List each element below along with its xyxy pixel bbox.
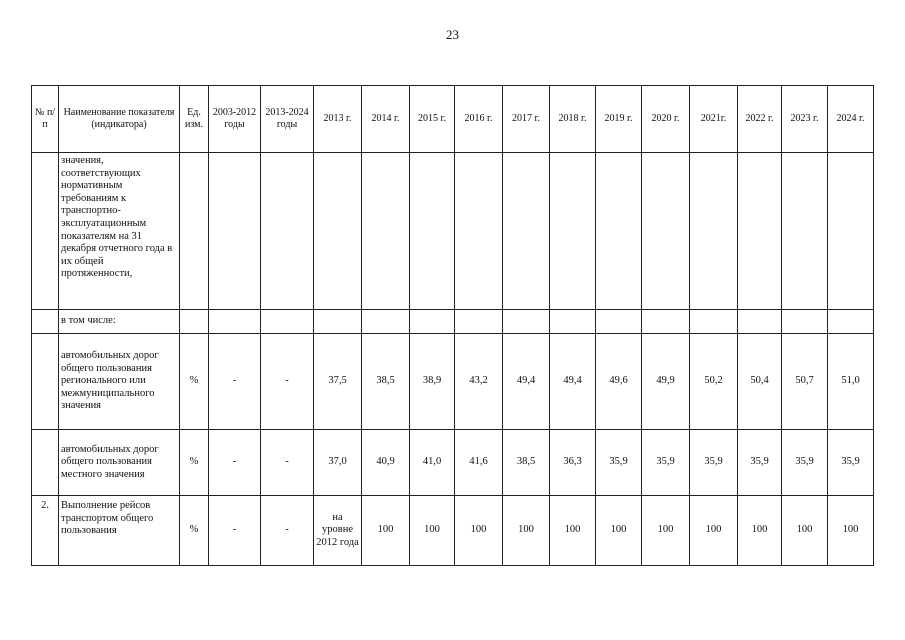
indicator-name: значения, соответствующих нормативным требованиям к транспортно-эксплуатационным показателям на 31 декабря отчетного года в их общей протяженности, <box>59 153 180 310</box>
value-cell <box>550 310 596 334</box>
row-num: 2. <box>32 496 59 566</box>
table-row <box>32 153 874 310</box>
value-cell: 100 <box>550 496 596 566</box>
period-cell: - <box>209 430 261 496</box>
value-cell: 49,6 <box>596 334 642 430</box>
value-cell <box>362 153 410 310</box>
row-num <box>32 153 59 310</box>
unit-cell <box>180 153 209 310</box>
value-cell <box>550 153 596 310</box>
value-cell: 51,0 <box>828 334 874 430</box>
value-cell: 35,9 <box>738 430 782 496</box>
row-num <box>32 310 59 334</box>
header-year: 2020 г. <box>642 86 690 153</box>
value-cell: 50,2 <box>690 334 738 430</box>
value-cell: 35,9 <box>828 430 874 496</box>
value-cell: 50,4 <box>738 334 782 430</box>
header-year: 2018 г. <box>550 86 596 153</box>
value-cell <box>314 310 362 334</box>
value-cell: 100 <box>738 496 782 566</box>
period-cell: - <box>209 496 261 566</box>
indicator-name: автомобильных дорог общего пользования местного значения <box>59 430 180 496</box>
page-number: 23 <box>446 27 459 42</box>
value-cell <box>503 310 550 334</box>
value-cell <box>503 153 550 310</box>
value-cell: 38,9 <box>410 334 455 430</box>
value-cell: 100 <box>642 496 690 566</box>
period-cell: - <box>261 430 314 496</box>
value-cell <box>410 310 455 334</box>
period-cell: - <box>209 334 261 430</box>
value-cell <box>828 310 874 334</box>
header-row <box>32 86 874 153</box>
value-cell <box>738 153 782 310</box>
value-cell <box>596 310 642 334</box>
header-year: 2023 г. <box>782 86 828 153</box>
header-period-2003-2012: 2003-2012 годы <box>209 86 261 153</box>
header-year: 2024 г. <box>828 86 874 153</box>
header-year: 2014 г. <box>362 86 410 153</box>
header-year: 2016 г. <box>455 86 503 153</box>
indicator-name: Выполнение рейсов транспортом общего пользования <box>59 496 180 566</box>
header-num: № п/п <box>32 86 59 153</box>
table-row <box>32 334 874 430</box>
value-cell: 38,5 <box>503 430 550 496</box>
period-cell: - <box>261 496 314 566</box>
header-year: 2015 г. <box>410 86 455 153</box>
value-cell: 41,6 <box>455 430 503 496</box>
period-cell <box>209 153 261 310</box>
header-year: 2017 г. <box>503 86 550 153</box>
header-unit: Ед. изм. <box>180 86 209 153</box>
header-period-2013-2024: 2013-2024 годы <box>261 86 314 153</box>
period-cell <box>261 153 314 310</box>
header-year: 2019 г. <box>596 86 642 153</box>
value-cell: 100 <box>410 496 455 566</box>
value-cell <box>642 310 690 334</box>
value-cell <box>782 153 828 310</box>
value-cell: 37,0 <box>314 430 362 496</box>
row-num <box>32 430 59 496</box>
value-cell: 50,7 <box>782 334 828 430</box>
header-year: 2022 г. <box>738 86 782 153</box>
table-row <box>32 496 874 566</box>
value-cell <box>690 153 738 310</box>
value-cell <box>362 310 410 334</box>
table-row <box>32 310 874 334</box>
row-num <box>32 334 59 430</box>
value-cell <box>782 310 828 334</box>
value-cell <box>410 153 455 310</box>
value-cell <box>596 153 642 310</box>
value-cell: 49,4 <box>503 334 550 430</box>
header-year: 2021г. <box>690 86 738 153</box>
indicator-name: в том числе: <box>59 310 180 334</box>
value-cell <box>642 153 690 310</box>
unit-cell: % <box>180 430 209 496</box>
value-cell: 100 <box>782 496 828 566</box>
value-cell: 35,9 <box>690 430 738 496</box>
value-cell: 100 <box>503 496 550 566</box>
value-cell: 100 <box>596 496 642 566</box>
value-cell: 38,5 <box>362 334 410 430</box>
value-cell: 35,9 <box>642 430 690 496</box>
value-cell <box>828 153 874 310</box>
value-cell: 35,9 <box>596 430 642 496</box>
value-cell <box>690 310 738 334</box>
value-cell <box>455 310 503 334</box>
value-cell: 43,2 <box>455 334 503 430</box>
value-cell: 100 <box>455 496 503 566</box>
period-cell <box>209 310 261 334</box>
value-cell: 100 <box>362 496 410 566</box>
value-cell: 40,9 <box>362 430 410 496</box>
value-cell: на уровне 2012 года <box>314 496 362 566</box>
period-cell: - <box>261 334 314 430</box>
unit-cell <box>180 310 209 334</box>
value-cell: 41,0 <box>410 430 455 496</box>
table-row <box>32 430 874 496</box>
value-cell: 37,5 <box>314 334 362 430</box>
header-year: 2013 г. <box>314 86 362 153</box>
value-cell <box>314 153 362 310</box>
value-cell: 100 <box>828 496 874 566</box>
value-cell <box>738 310 782 334</box>
value-cell: 49,9 <box>642 334 690 430</box>
unit-cell: % <box>180 334 209 430</box>
value-cell: 100 <box>690 496 738 566</box>
value-cell: 35,9 <box>782 430 828 496</box>
header-name: Наименование показателя (индикатора) <box>59 86 180 153</box>
period-cell <box>261 310 314 334</box>
value-cell: 36,3 <box>550 430 596 496</box>
indicator-name: автомобильных дорог общего пользования регионального или межмуниципального значения <box>59 334 180 430</box>
indicators-table <box>31 85 874 566</box>
value-cell: 49,4 <box>550 334 596 430</box>
unit-cell: % <box>180 496 209 566</box>
value-cell <box>455 153 503 310</box>
